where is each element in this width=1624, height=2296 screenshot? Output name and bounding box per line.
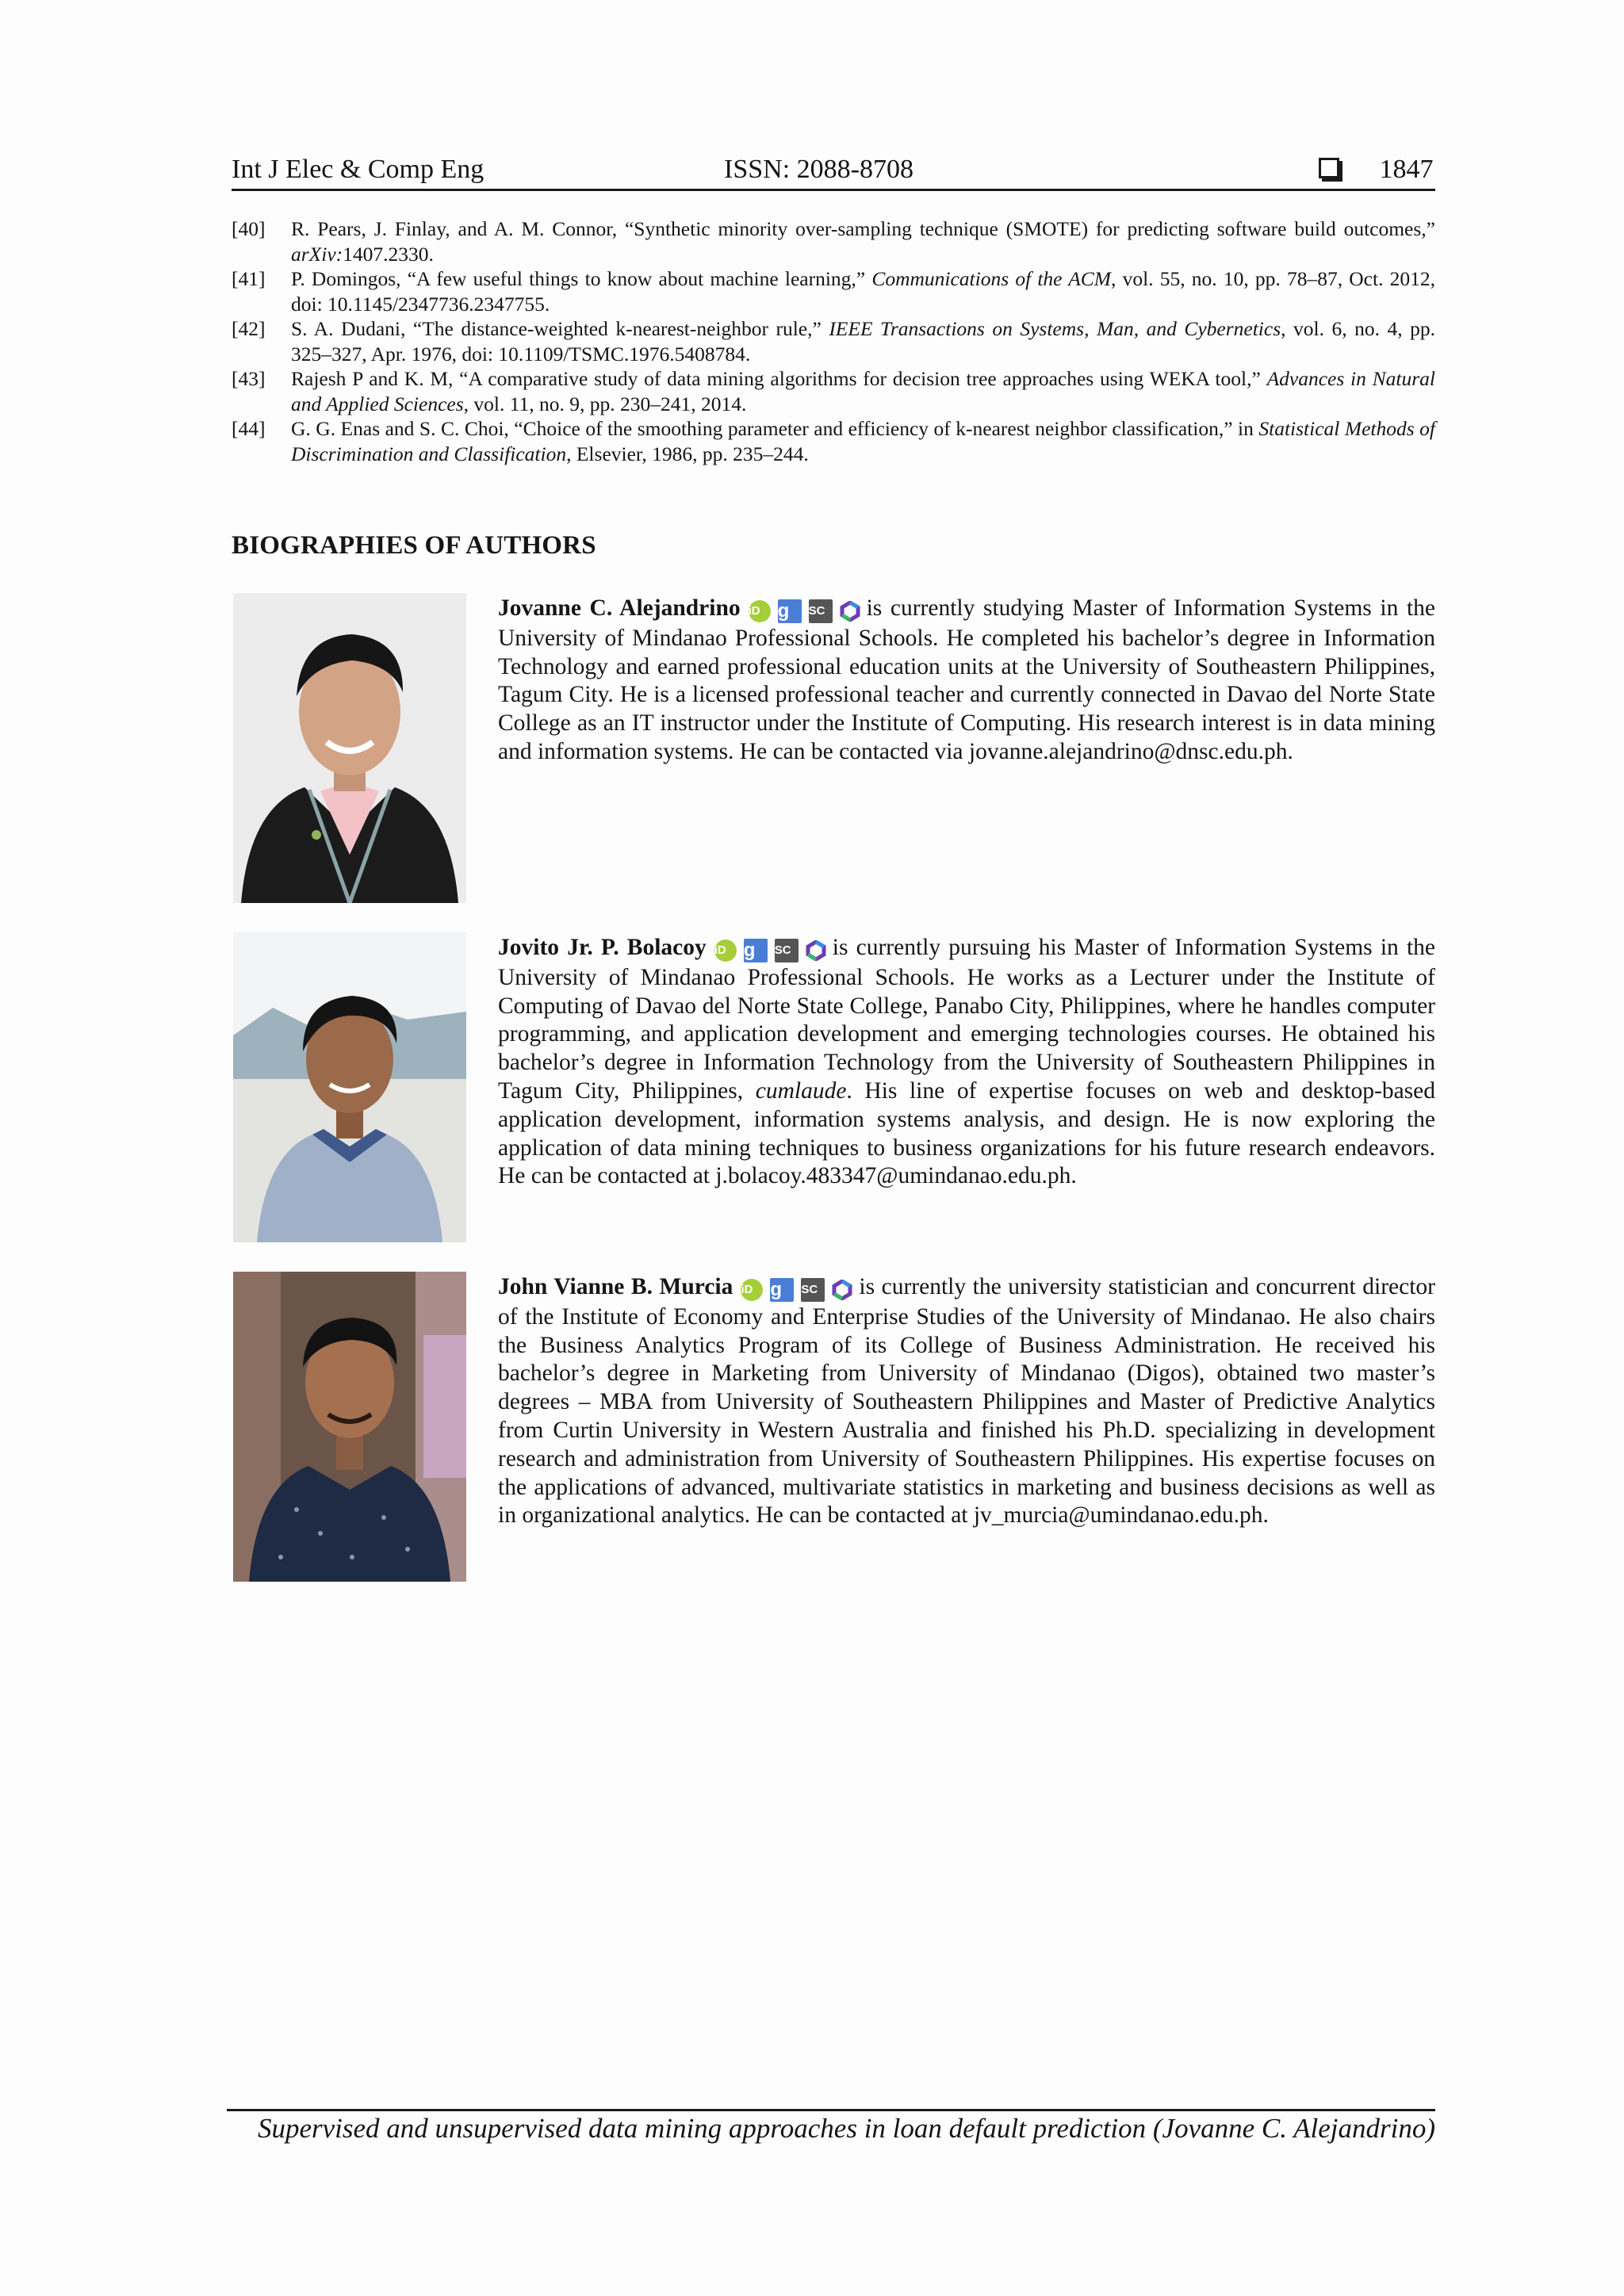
google-scholar-icon[interactable]: g (770, 1278, 794, 1302)
reference-text: G. G. Enas and S. C. Choi, “Choice of the smoothing parameter and efficiency of k-nearest neighbor classification,” in (291, 417, 1259, 440)
page-number: 1847 (1379, 155, 1434, 184)
author-bio (498, 934, 1435, 1191)
author-photo (233, 1272, 466, 1582)
section-title: BIOGRAPHIES OF AUTHORS (232, 531, 596, 560)
author-photo (233, 593, 466, 903)
orcid-icon[interactable]: iD (741, 1279, 763, 1301)
author-bio-text: is currently studying Master of Information Systems in the University of Mindanao Professional Schools. He completed his bachelor’s degree in Information Technology and earned professional education units at the University of Southeastern Philippines, Tagum City. He is a licensed professional teacher and currently connected in Davao del Norte State College as an IT instructor under the Institute of Computing. His research interest is in data mining and information systems. He can be contacted via jovanne.alejandrino@dnsc.edu.ph. (498, 595, 1435, 764)
running-footer-title: Supervised and unsupervised data mining approaches in loan default prediction (Jovanne C. Alejandrino) (257, 2113, 1435, 2144)
profile-icons (749, 596, 860, 625)
reference-text: 1407.2330. (343, 242, 434, 266)
orcid-icon[interactable]: iD (714, 939, 737, 962)
google-scholar-icon[interactable]: g (744, 939, 768, 962)
reference-item (232, 266, 1435, 316)
web-of-science-icon[interactable] (840, 601, 860, 622)
reference-item (232, 416, 1435, 466)
scopus-icon[interactable]: SC (775, 939, 799, 962)
reference-number: [41] (232, 267, 266, 290)
header-rule (232, 189, 1435, 191)
reference-item (232, 216, 1435, 266)
reference-venue: IEEE Transactions on Systems, Man, and Cybernetics (829, 317, 1281, 340)
reference-text: P. Domingos, “A few useful things to know about machine learning,” (291, 267, 872, 290)
author-photo (233, 932, 466, 1242)
author-name: Jovanne C. Alejandrino (498, 595, 741, 621)
reference-venue: arXiv: (291, 242, 343, 266)
running-header-journal: Int J Elec & Comp Eng (232, 155, 485, 184)
reference-number: [44] (232, 417, 266, 440)
author-bio-emphasis: cumlaude (755, 1077, 847, 1104)
reference-number: [43] (232, 367, 266, 390)
profile-icons (741, 1275, 852, 1303)
reference-item (232, 316, 1435, 366)
author-bio (498, 595, 1435, 767)
author-bio-text: is currently pursuing his Master of Information Systems in the University of Mindanao Professional Schools. He works as a Lecturer under the Institute of Computing of Davao del Norte State College, Panabo City, Philippines, where he handles computer programming, and application development and emerging technologies courses. He obtained his bachelor’s degree in Information Technology from the University of Southeastern Philippines in Tagum City, Philippines, (498, 935, 1435, 1104)
reference-venue: Statistical Methods of Discrimination and Classification (291, 417, 1435, 465)
author-name: John Vianne B. Murcia (498, 1274, 733, 1299)
orcid-icon[interactable]: iD (749, 600, 771, 622)
reference-venue: Communications of the ACM (871, 267, 1112, 290)
reference-venue: Advances in Natural and Applied Sciences (291, 367, 1436, 415)
reference-item (232, 366, 1435, 416)
web-of-science-icon[interactable] (832, 1280, 852, 1300)
reference-text: , vol. 6, no. 4, pp. 325–327, Apr. 1976, doi: 10.1109/TSMC.1976.5408784. (291, 317, 1435, 365)
google-scholar-icon[interactable]: g (778, 599, 802, 623)
reference-number: [40] (232, 217, 266, 240)
reference-text: , vol. 55, no. 10, pp. 78–87, Oct. 2012, doi: 10.1145/2347736.2347755. (291, 267, 1436, 316)
author-bio (498, 1273, 1435, 1530)
reference-text: , Elsevier, 1986, pp. 235–244. (566, 442, 809, 465)
reference-text: Rajesh P and K. M, “A comparative study of data mining algorithms for decision tree approaches using WEKA tool,” (291, 367, 1267, 390)
running-header-page (1319, 154, 1434, 186)
author-bio-text: is currently the university statistician and concurrent director of the Institute of Economy and Enterprise Studies of the University of Mindanao. He also chairs the Business Analytics Program of its College of Business Administration. He received his bachelor’s degree in Marketing from University of Mindanao (Digos), obtained two master’s degrees – MBA from University of Southeastern Philippines and Master of Predictive Analytics from Curtin University in Western Australia and finished his Ph.D. specializing in development research and administration from University of Southeastern Philippines. His expertise focuses on the applications of advanced, multivariate statistics in marketing and business decisions as well as in organizational analytics. He can be contacted at jv_murcia@umindanao.edu.ph. (498, 1274, 1435, 1529)
reference-list (232, 216, 1435, 466)
scopus-icon[interactable]: SC (801, 1278, 825, 1302)
reference-text: , vol. 11, no. 9, pp. 230–241, 2014. (463, 392, 747, 415)
profile-icons (714, 936, 826, 964)
running-header-issn: ISSN: 2088-8708 (724, 155, 914, 184)
checkbox-square-icon (1319, 158, 1339, 178)
reference-text: R. Pears, J. Finlay, and A. M. Connor, “Synthetic minority over-sampling technique (SMOTE) for predicting software build outcomes,” (291, 217, 1435, 240)
author-name: Jovito Jr. P. Bolacoy (498, 935, 707, 960)
scopus-icon[interactable]: SC (809, 599, 833, 623)
reference-text: S. A. Dudani, “The distance-weighted k-nearest-neighbor rule,” (291, 317, 829, 340)
reference-number: [42] (232, 317, 266, 340)
author-bio-text: . His line of expertise focuses on web and desktop-based application development, information systems analysis, and design. He is now exploring the application of data mining techniques to business organizations for his future research endeavors. He can be contacted at j.bolacoy.483347@umindanao.edu.ph. (498, 1077, 1435, 1189)
web-of-science-icon[interactable] (806, 940, 826, 961)
